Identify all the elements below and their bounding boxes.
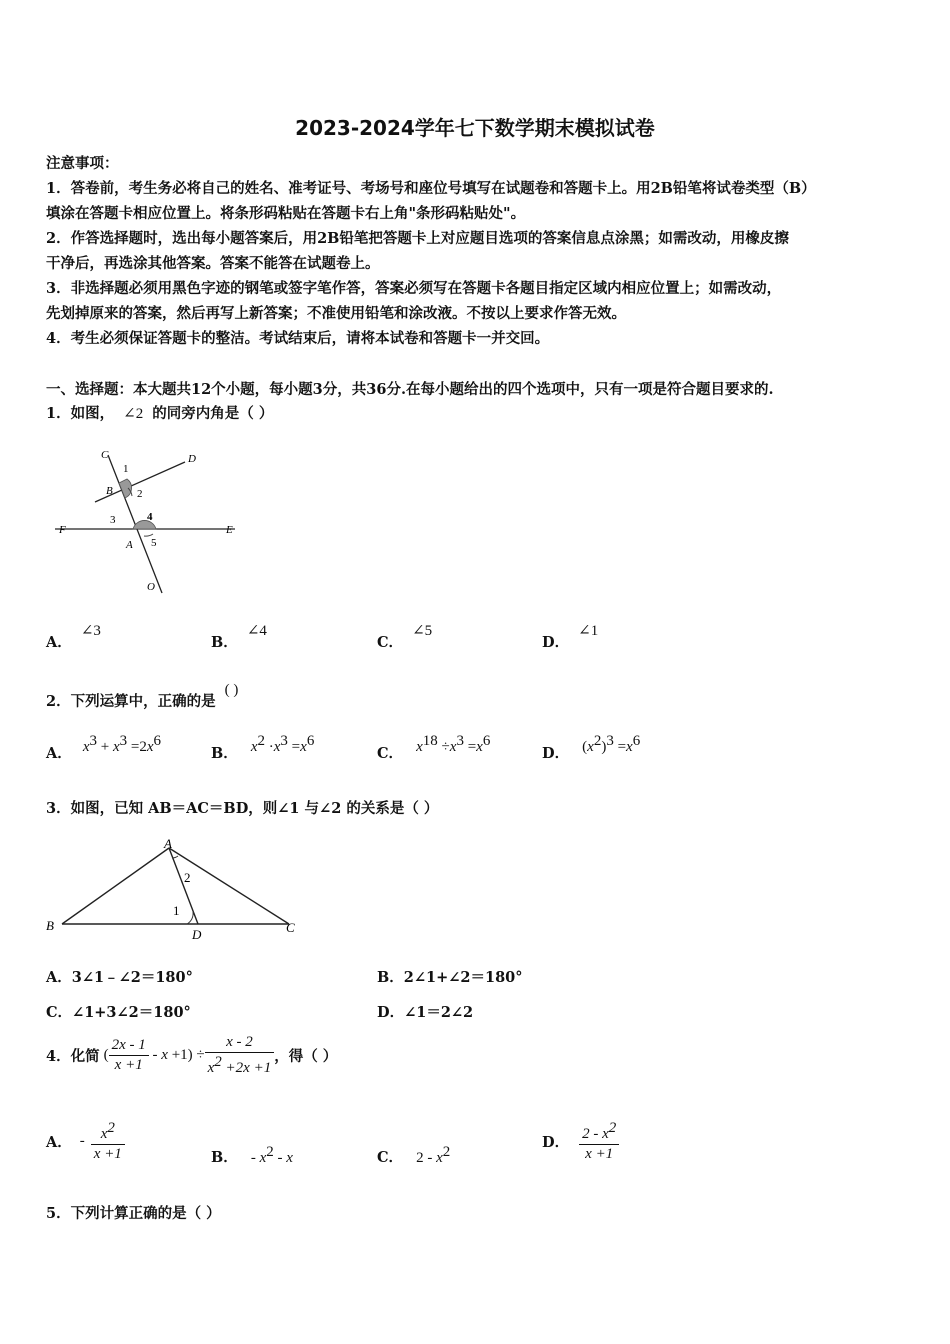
question-3-figure (44, 836, 300, 944)
math-expression: $x^2 \cdot x^3 =x^6$ (250, 733, 315, 755)
fig-label: A (126, 539, 133, 551)
note-line: 3．非选择题必须用黑色字迹的钢笔或签字笔作答，答案必须写在答题卡各题目指定区域内相应位置上；如需改动， (46, 280, 782, 297)
option-label: A． (46, 744, 72, 762)
fig-label: 5 (151, 537, 157, 549)
q2-option-d[interactable] (542, 733, 641, 763)
option-value: ∠3 (80, 623, 101, 639)
option-value: ∠1＝2∠2 (404, 1004, 474, 1021)
q3-option-d[interactable] (377, 1001, 473, 1022)
fig-label: C (286, 920, 295, 935)
option-value: ∠1+3∠2＝180° (72, 1004, 191, 1021)
question-2-stem (46, 682, 239, 711)
q4-option-a[interactable]: A． - $\frac{x^2}{x +1}$ (46, 1120, 125, 1163)
note-line: 填涂在答题卡相应位置上。将条形码粘贴在答题卡右上角"条形码粘贴处"。 (46, 205, 526, 222)
option-label: C． (46, 1004, 73, 1021)
q2-option-a[interactable] (46, 733, 162, 763)
fig-label: A (164, 836, 172, 851)
math-expression: $x^3 + x^3 =2x^6$ (82, 733, 162, 755)
option-value: ∠5 (412, 623, 433, 639)
notes (46, 151, 916, 351)
option-label: C． (377, 744, 404, 762)
math-expression: $(x^2)^3 =x^6$ (582, 733, 641, 755)
option-value: ∠1 (578, 623, 599, 639)
q1-option-d[interactable] (542, 623, 599, 652)
question-1-stem (46, 402, 273, 423)
fig-label: O (147, 581, 155, 593)
section-heading: 一、选择题：本大题共12个小题，每小题3分，共36分.在每小题给出的四个选项中，只有一项是符合题目要求的. (46, 381, 774, 398)
q1-stem-a: 1．如图， (46, 405, 115, 422)
note-line: 2．作答选择题时，选出每小题答案后，用2B铅笔把答题卡上对应题目选项的答案信息点涂黑；如需改动，用橡皮擦 (46, 230, 789, 247)
option-label: D． (377, 1004, 405, 1021)
fig-label: D (188, 453, 196, 465)
option-label: B． (211, 744, 238, 762)
option-label: A． (46, 1134, 72, 1151)
option-label: D． (542, 744, 570, 762)
notes-heading: 注意事项： (46, 155, 119, 172)
note-line: 先划掉原来的答案，然后再写上新答案；不准使用铅笔和涂改液。不按以上要求作答无效。 (46, 305, 626, 322)
option-value: 3∠1﹣∠2＝180° (71, 969, 193, 986)
q3-option-b[interactable] (377, 966, 523, 987)
q2-paren: ( ) (224, 682, 239, 698)
note-line: 4．考生必须保证答题卡的整洁。考试结束后，请将本试卷和答题卡一并交回。 (46, 330, 550, 347)
option-value: 2∠1+∠2＝180° (403, 969, 523, 986)
page-title: 2023-2024学年七下数学期末模拟试卷 (295, 116, 655, 140)
fig-label: 3 (110, 514, 116, 526)
note-line: 1．答卷前，考生务必将自己的姓名、准考证号、考场号和座位号填写在试题卷和答题卡上。用2B铅笔将试卷类型（B） (46, 180, 816, 197)
option-label: A． (46, 969, 72, 986)
fig-label: 2 (137, 488, 143, 500)
option-label: A． (46, 634, 72, 651)
fig-label: 4 (147, 511, 153, 523)
fig-label: E (226, 524, 233, 536)
option-label: B． (377, 969, 404, 986)
q1-stem-angle: ∠2 (123, 406, 144, 422)
fig-label: C (101, 449, 109, 461)
option-value: ∠4 (246, 623, 267, 639)
question-5-stem: 5．下列计算正确的是（ ） (46, 1205, 221, 1222)
q4-stem-a: 4．化简 (46, 1048, 100, 1065)
q4-option-d[interactable] (542, 1120, 619, 1163)
q2-option-b[interactable] (211, 733, 315, 763)
q1-option-a[interactable] (46, 623, 101, 652)
fig-label: 2 (184, 870, 191, 885)
q1-stem-b: 的同旁内角是（ ） (152, 405, 274, 422)
fig-label: F (59, 524, 66, 536)
q1-option-b[interactable] (211, 623, 267, 652)
q2-option-c[interactable] (377, 733, 491, 763)
question-3-stem: 3．如图，已知 AB＝AC＝BD，则∠1 与∠2 的关系是（ ） (46, 800, 439, 817)
q3-option-c[interactable] (46, 1001, 191, 1022)
option-label: B． (211, 1148, 238, 1166)
q4-expression: ( $\frac{2x - 1}{x +1}$ - x +1) ÷ $\frac{x - 2}{x^2 +2x +1}$ (104, 1034, 275, 1077)
question-4-stem (46, 1034, 337, 1077)
q4-option-c[interactable] (377, 1144, 450, 1167)
q4-option-b[interactable] (211, 1144, 293, 1167)
option-label: B． (211, 634, 238, 651)
fig-label: D (192, 927, 202, 942)
q4-stem-b: ，得（ ） (274, 1048, 338, 1065)
math-expression: $\frac{x^2}{x +1}$ (91, 1120, 125, 1163)
option-label: C． (377, 1148, 404, 1166)
option-label: C． (377, 634, 404, 651)
math-expression: $2 - x^2$ (416, 1144, 451, 1166)
fig-label: 1 (173, 903, 180, 918)
option-label: D． (542, 634, 570, 651)
fig-label: B (106, 485, 113, 497)
note-line: 干净后，再选涂其他答案。答案不能答在试题卷上。 (46, 255, 380, 272)
fig-label: 1 (123, 463, 129, 475)
fig-label: B (46, 918, 54, 933)
math-expression: $x^{18} \div x^3 =x^6$ (416, 733, 491, 755)
question-1-figure (50, 440, 250, 600)
q1-option-c[interactable] (377, 623, 433, 652)
math-expression: $\frac{2 - x^2}{x +1}$ (579, 1120, 619, 1163)
option-label: D． (542, 1134, 570, 1151)
math-expression: - $x^2$ - x (250, 1144, 293, 1166)
q2-stem-text: 2．下列运算中，正确的是 (46, 693, 216, 710)
q3-option-a[interactable] (46, 966, 193, 987)
